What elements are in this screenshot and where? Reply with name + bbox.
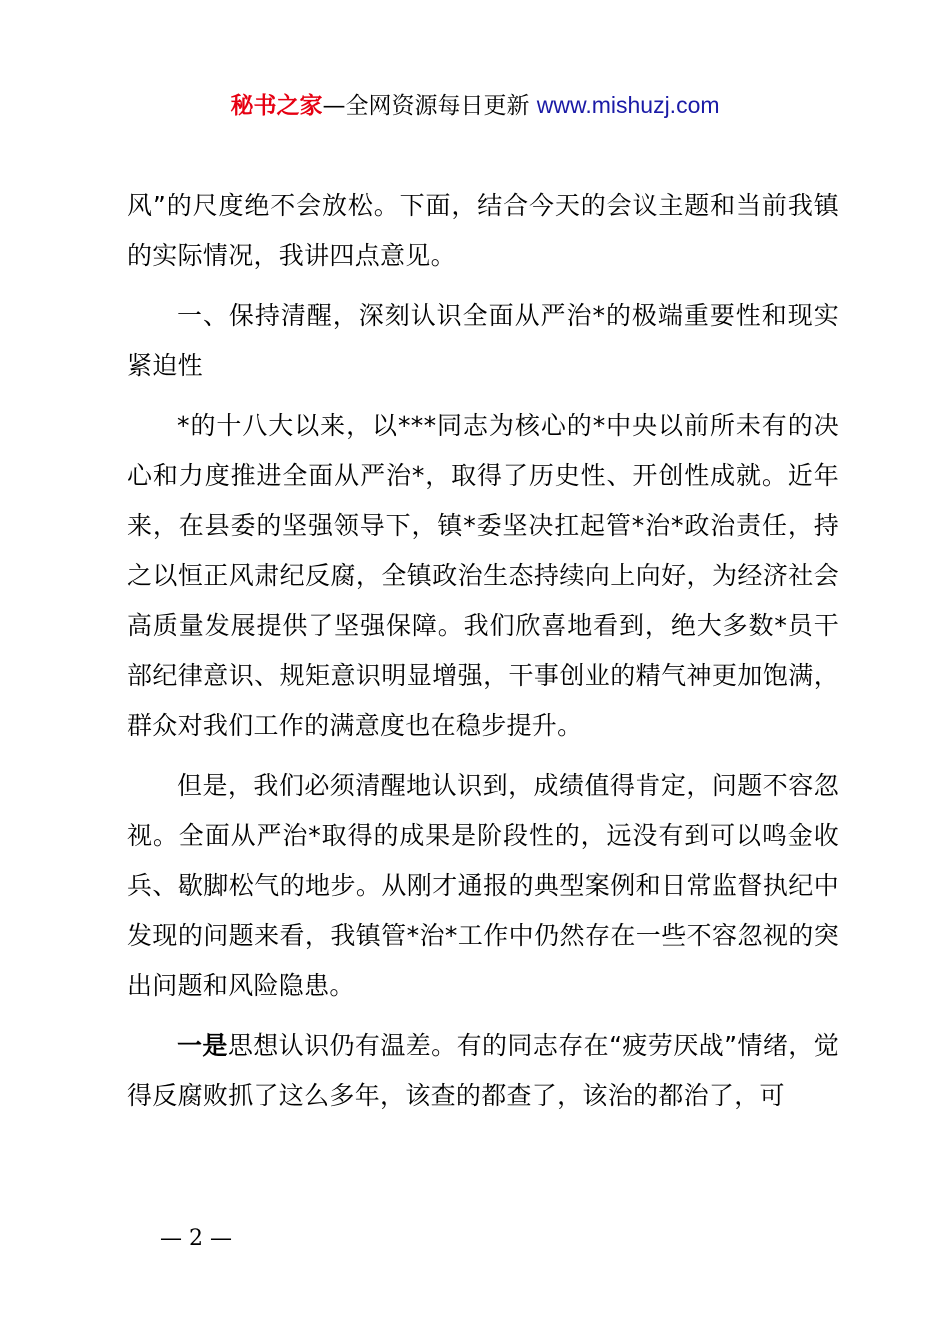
page-number: — 2 — (160, 1226, 232, 1251)
paragraph-point-one (127, 1021, 839, 1121)
paragraph-problems: 但是，我们必须清醒地认识到，成绩值得肯定，问题不容忽视。全面从严治*取得的成果是阶段性的，远没有到可以鸣金收兵、歇脚松气的地步。从刚才通报的典型案例和日常监督执纪中发现的问题来看，我镇管*治*工作中仍然存在一些不容忽视的突出问题和风险隐患。 (127, 771, 839, 1000)
brand-name: 秘书之家 (230, 93, 323, 119)
site-url[interactable]: www.mishuzj.com (536, 92, 720, 118)
paragraph-achievements: *的十八大以来，以***同志为核心的*中央以前所未有的决心和力度推进全面从严治*，取得了历史性、开创性成就。近年来，在县委的坚强领导下，镇*委坚决扛起管*治*政治责任，持之以恒正风肃纪反腐，全镇政治生态持续向上向好，为经济社会高质量发展提供了坚强保障。我们欣喜地看到，绝大多数*员干部纪律意识、规矩意识明显增强，干事创业的精气神更加饱满，群众对我们工作的满意度也在稳步提升。 (127, 411, 839, 740)
document-body (127, 181, 839, 1121)
section-heading: 一、保持清醒，深刻认识全面从严治*的极端重要性和现实紧迫性 (127, 301, 839, 380)
paragraph-continuation: 风”的尺度绝不会放松。下面，结合今天的会议主题和当前我镇的实际情况，我讲四点意见。 (127, 191, 839, 270)
banner-tagline: —全网资源每日更新 (322, 93, 537, 119)
point-lead: 一是 (177, 1031, 228, 1060)
point-text: 思想认识仍有温差。有的同志存在“疲劳厌战”情绪，觉得反腐败抓了这么多年，该查的都查了，该治的都治了，可 (127, 1031, 840, 1110)
site-banner (0, 88, 950, 123)
